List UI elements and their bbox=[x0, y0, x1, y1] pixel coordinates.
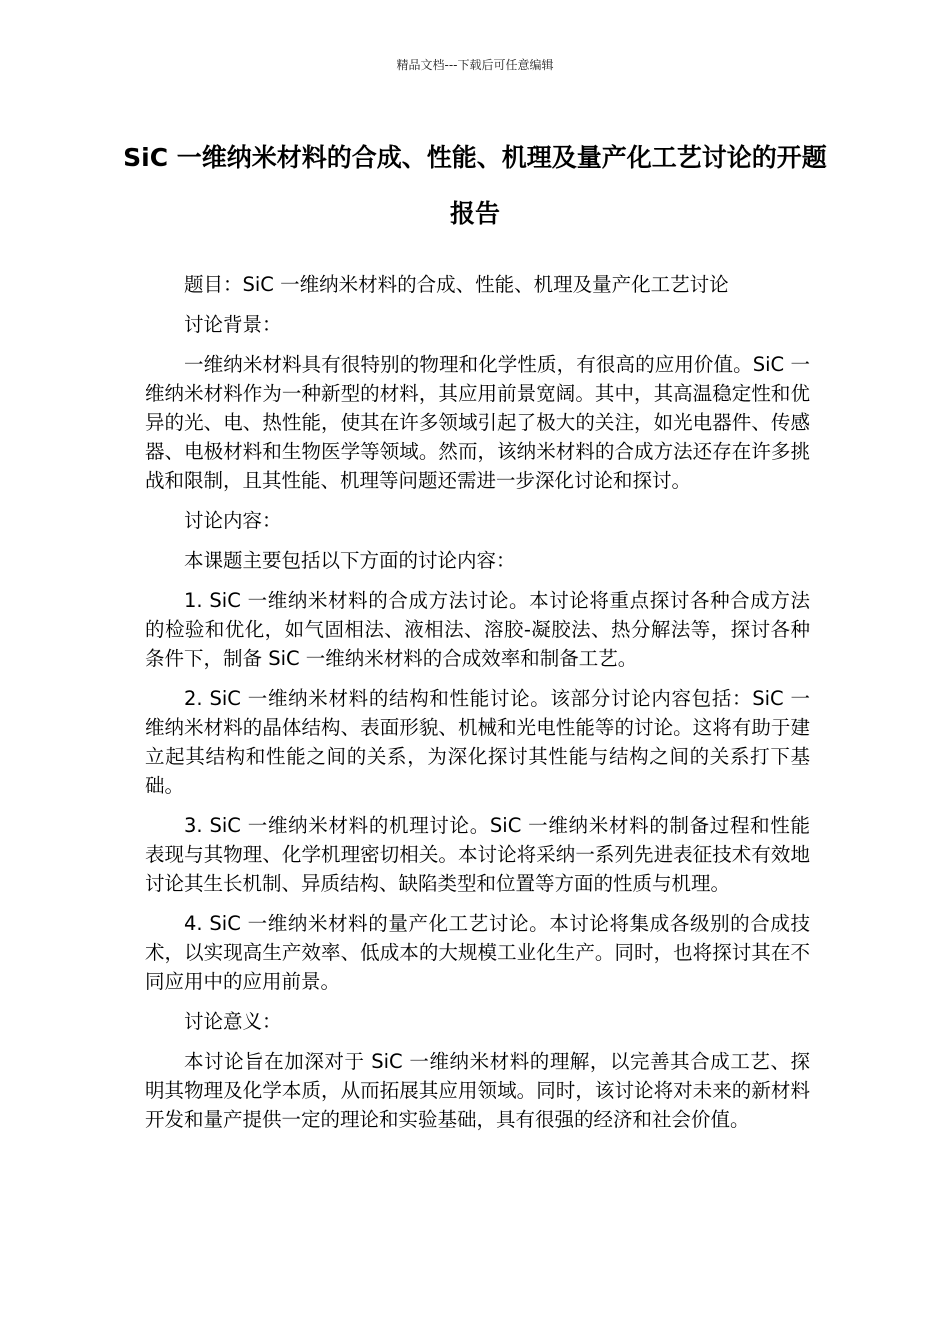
content-item-2: 2. SiC 一维纳米材料的结构和性能讨论。该部分讨论内容包括：SiC 一维纳米材料的晶体结构、表面形貌、机械和光电性能等的讨论。这将有助于建立起其结构和性能之间的关系，为深化探讨其性能与结构之间的关系打下基础。 bbox=[145, 687, 810, 797]
document-title: SiC 一维纳米材料的合成、性能、机理及量产化工艺讨论的开题报告 bbox=[123, 143, 827, 228]
section-heading-significance: 讨论意义： bbox=[184, 1010, 282, 1033]
content-item-1: 1. SiC 一维纳米材料的合成方法讨论。本讨论将重点探讨各种合成方法的检验和优化，如气固相法、液相法、溶胶-凝胶法、热分解法等，探讨各种条件下，制备 SiC 一维纳米材料的合成效率和制备工艺。 bbox=[145, 589, 810, 670]
significance-paragraph: 本讨论旨在加深对于 SiC 一维纳米材料的理解，以完善其合成工艺、探明其物理及化学本质，从而拓展其应用领域。同时，该讨论将对未来的新材料开发和量产提供一定的理论和实验基础，具有很强的经济和社会价值。 bbox=[145, 1050, 810, 1131]
page-header-note: 精品文档---下载后可任意编辑 bbox=[396, 58, 554, 72]
content-intro-paragraph: 本课题主要包括以下方面的讨论内容： bbox=[184, 549, 516, 572]
topic-paragraph: 题目：SiC 一维纳米材料的合成、性能、机理及量产化工艺讨论 bbox=[184, 273, 729, 296]
content-item-4: 4. SiC 一维纳米材料的量产化工艺讨论。本讨论将集成各级别的合成技术，以实现高生产效率、低成本的大规模工业化生产。同时，也将探讨其在不同应用中的应用前景。 bbox=[145, 912, 810, 993]
section-heading-background: 讨论背景： bbox=[184, 313, 282, 336]
document-body bbox=[145, 270, 810, 1145]
background-paragraph: 一维纳米材料具有很特别的物理和化学性质，有很高的应用价值。SiC 一维纳米材料作为一种新型的材料，其应用前景宽阔。其中，其高温稳定性和优异的光、电、热性能，使其在许多领域引起了极大的关注，如光电器件、传感器、电极材料和生物医学等领域。然而，该纳米材料的合成方法还存在许多挑战和限制，且其性能、机理等问题还需进一步深化讨论和探讨。 bbox=[145, 353, 810, 492]
section-heading-content: 讨论内容： bbox=[184, 509, 282, 532]
content-item-3: 3. SiC 一维纳米材料的机理讨论。SiC 一维纳米材料的制备过程和性能表现与其物理、化学机理密切相关。本讨论将采纳一系列先进表征技术有效地讨论其生长机制、异质结构、缺陷类型和位置等方面的性质与机理。 bbox=[145, 814, 810, 895]
